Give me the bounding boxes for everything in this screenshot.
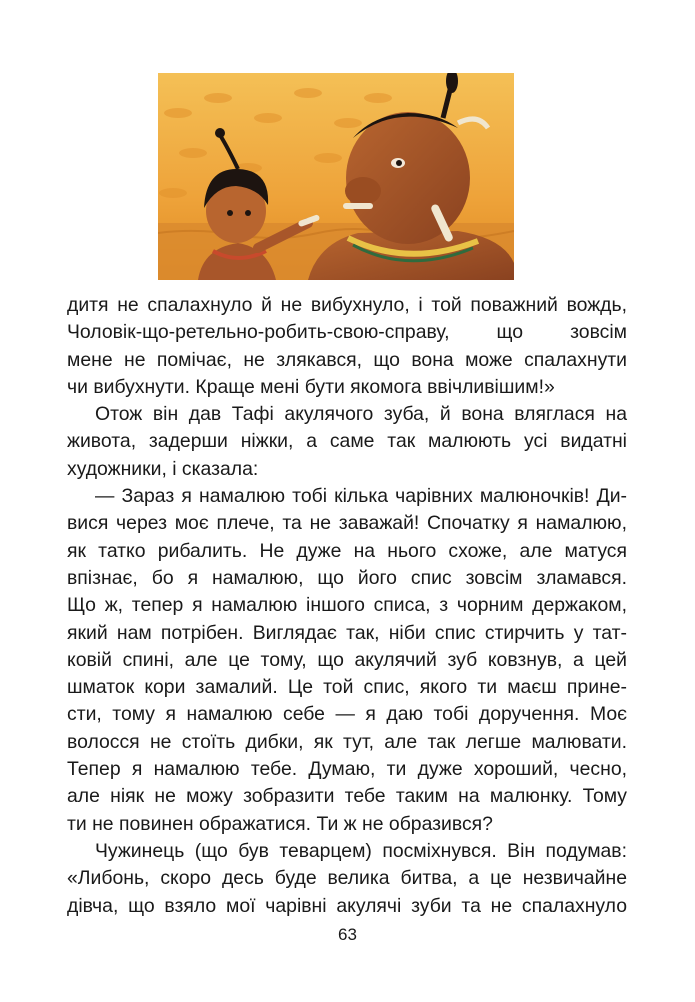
text-line: чи вибухнути. Краще мені бути якомога ввічливішим!» — [67, 375, 555, 398]
text-line: як татко рибалить. Не дуже на нього схоже, але матуся — [67, 539, 627, 562]
paragraph-4 — [67, 838, 627, 920]
text-line: художники, і сказала: — [67, 457, 259, 480]
text-line: сти, тому я намалюю себе — я даю тобі доручення. Моє — [67, 703, 627, 726]
text-line: вися через моє плече, та не заважай! Спочатку я намалюю, — [67, 512, 627, 535]
text-line: впізнає, бо я намалюю, що його спис зовсім зламався. — [67, 566, 627, 589]
paragraph-1 — [67, 292, 627, 401]
text-line: шматок кори замалий. Це той спис, якого ти маєш прине- — [67, 676, 627, 699]
text-line: «Либонь, скоро десь буде велика битва, а це незвичайне — [67, 867, 627, 890]
text-line: Тепер я намалюю тебе. Думаю, ти дуже хороший, чесно, — [67, 758, 627, 781]
text-line: ти не повинен ображатися. Ти ж не образився? — [67, 812, 493, 835]
text-line: мене не помічає, не злякався, що вона може спалахнути — [67, 348, 627, 371]
text-line: Отож він дав Тафі акулячого зуба, й вона вляглася на — [95, 403, 627, 426]
paragraph-3 — [67, 483, 627, 838]
text-line: — Зараз я намалюю тобі кілька чарівних малюночків! Ди- — [95, 485, 627, 508]
illustration-tafi-and-stranger — [158, 73, 514, 280]
text-line: дитя не спалахнуло й не вибухнуло, і той поважний вождь, — [67, 294, 627, 316]
text-line: який нам потрібен. Виглядає так, ніби спис стирчить у тат- — [67, 621, 627, 644]
text-line: але ніяк не можу зобразити тебе таким на малюнку. Тому — [67, 785, 627, 808]
paragraph-2 — [67, 401, 627, 483]
text-line: дівча, що взяло мої чарівні акулячі зуби та не спалахнуло — [67, 894, 627, 917]
text-line: живота, задерши ніжки, а саме так малюють усі видатні — [67, 430, 627, 453]
text-line: Чужинець (що був теварцем) посміхнувся. Він подумав: — [95, 839, 627, 862]
text-line: ковій спині, але це тому, що акулячий зуб ковзнув, а цей — [67, 648, 627, 671]
text-line: Чоловік-що-ретельно-робить-свою-справу, що зовсім — [67, 321, 627, 344]
text-line: Що ж, тепер я намалюю іншого списа, з чорним держаком, — [67, 594, 627, 617]
page-number: 63 — [338, 925, 357, 944]
main-text — [67, 292, 627, 920]
text-line: волосся не стоїть дибки, як тут, але так легше малювати. — [67, 730, 627, 753]
